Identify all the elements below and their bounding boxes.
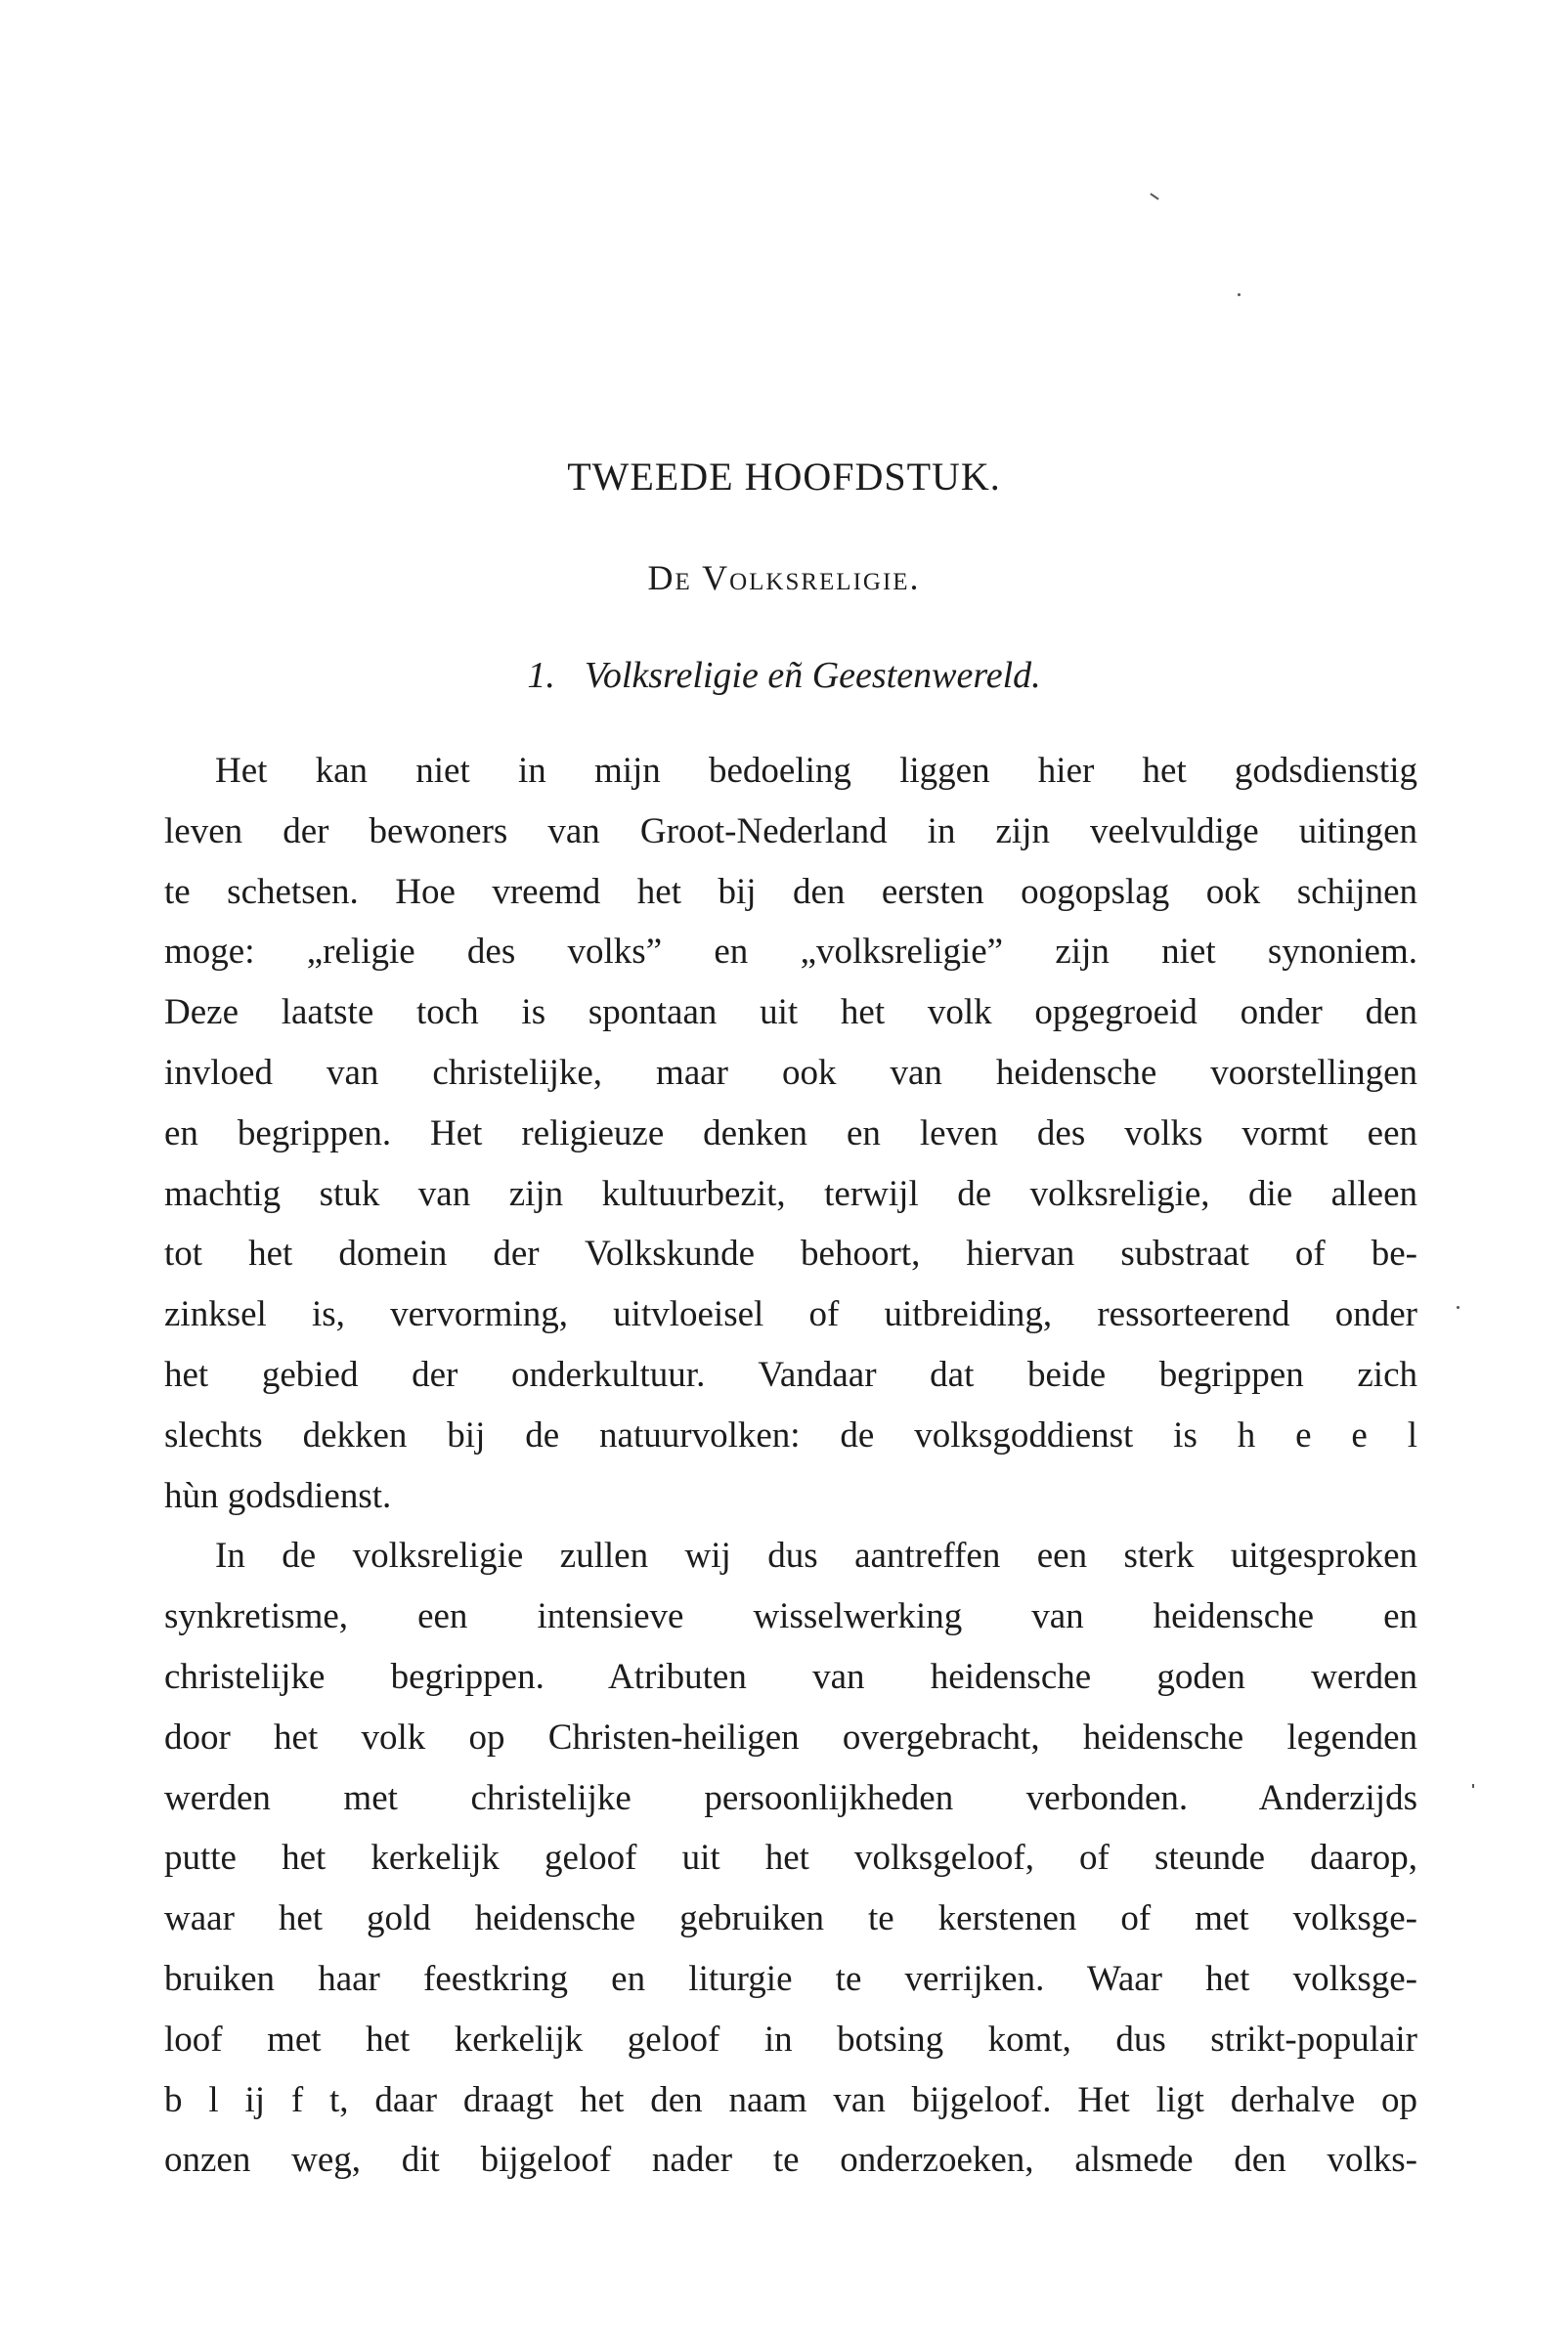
text-line: onzen weg, dit bijgeloof nader te onderzoeken, alsmede den volks- xyxy=(164,2140,1417,2181)
text-line: In de volksreligie zullen wij dus aantreffen een sterk uitgesproken xyxy=(215,1536,1417,1577)
text-line: putte het kerkelijk geloof uit het volksgeloof, of steunde daarop, xyxy=(164,1838,1417,1879)
text-line: het gebied der onderkultuur. Vandaar dat beide begrippen zich xyxy=(164,1354,1417,1395)
scan-speck xyxy=(1457,1306,1459,1309)
subsection-title xyxy=(0,649,1568,702)
chapter-title: TWEEDE HOOFDSTUK. xyxy=(567,455,1001,499)
text-line: waar het gold heidensche gebruiken te kerstenen of met volksge- xyxy=(164,1898,1417,1939)
scan-speck xyxy=(1472,1784,1474,1788)
text-line: christelijke begrippen. Atributen van heidensche goden werden xyxy=(164,1656,1417,1697)
text-line: werden met christelijke persoonlijkheden verbonden. Anderzijds xyxy=(164,1777,1417,1818)
text-line: b l ij f t, daar draagt het den naam van bijgeloof. Het ligt derhalve op xyxy=(164,2079,1417,2120)
text-line: invloed van christelijke, maar ook van heidensche voorstellingen xyxy=(164,1052,1417,1093)
text-line: Het kan niet in mijn bedoeling liggen hier het godsdienstig xyxy=(215,751,1417,791)
section-title: De Volksreligie. xyxy=(647,558,921,597)
subsection-number: 1. xyxy=(527,655,555,696)
text-line: moge: „religie des volks” en „volksreligie” zijn niet synoniem. xyxy=(164,932,1417,973)
scan-speck xyxy=(1150,193,1158,199)
text-line: zinksel is, vervorming, uitvloeisel of uitbreiding, ressorteerend onder xyxy=(164,1294,1417,1335)
subsection-heading: Volksreligie eñ Geestenwereld. xyxy=(584,655,1041,696)
text-line: Deze laatste toch is spontaan uit het volk opgegroeid onder den xyxy=(164,992,1417,1033)
scan-speck xyxy=(1238,293,1241,296)
text-line: machtig stuk van zijn kultuurbezit, terwijl de volksreligie, die alleen xyxy=(164,1173,1417,1214)
body-text xyxy=(164,741,1417,2191)
text-line: tot het domein der Volkskunde behoort, hiervan substraat of be- xyxy=(164,1234,1417,1275)
text-line: leven der bewoners van Groot-Nederland in zijn veelvuldige uitingen xyxy=(164,810,1417,851)
paragraph-1 xyxy=(164,741,1417,1526)
text-line: door het volk op Christen-heiligen overgebracht, heidensche legenden xyxy=(164,1717,1417,1758)
paragraph-2 xyxy=(164,1526,1417,2191)
text-line: te schetsen. Hoe vreemd het bij den eersten oogopslag ook schijnen xyxy=(164,871,1417,912)
text-line: hùn godsdienst. xyxy=(164,1475,392,1516)
text-line: loof met het kerkelijk geloof in botsing komt, dus strikt-populair xyxy=(164,2019,1417,2060)
text-line: slechts dekken bij de natuurvolken: de volksgoddienst is h e e l xyxy=(164,1414,1417,1456)
text-line: bruiken haar feestkring en liturgie te verrijken. Waar het volksge- xyxy=(164,1958,1417,1999)
text-line: en begrippen. Het religieuze denken en leven des volks vormt een xyxy=(164,1112,1417,1153)
text-line: synkretisme, een intensieve wisselwerking van heidensche en xyxy=(164,1596,1417,1637)
